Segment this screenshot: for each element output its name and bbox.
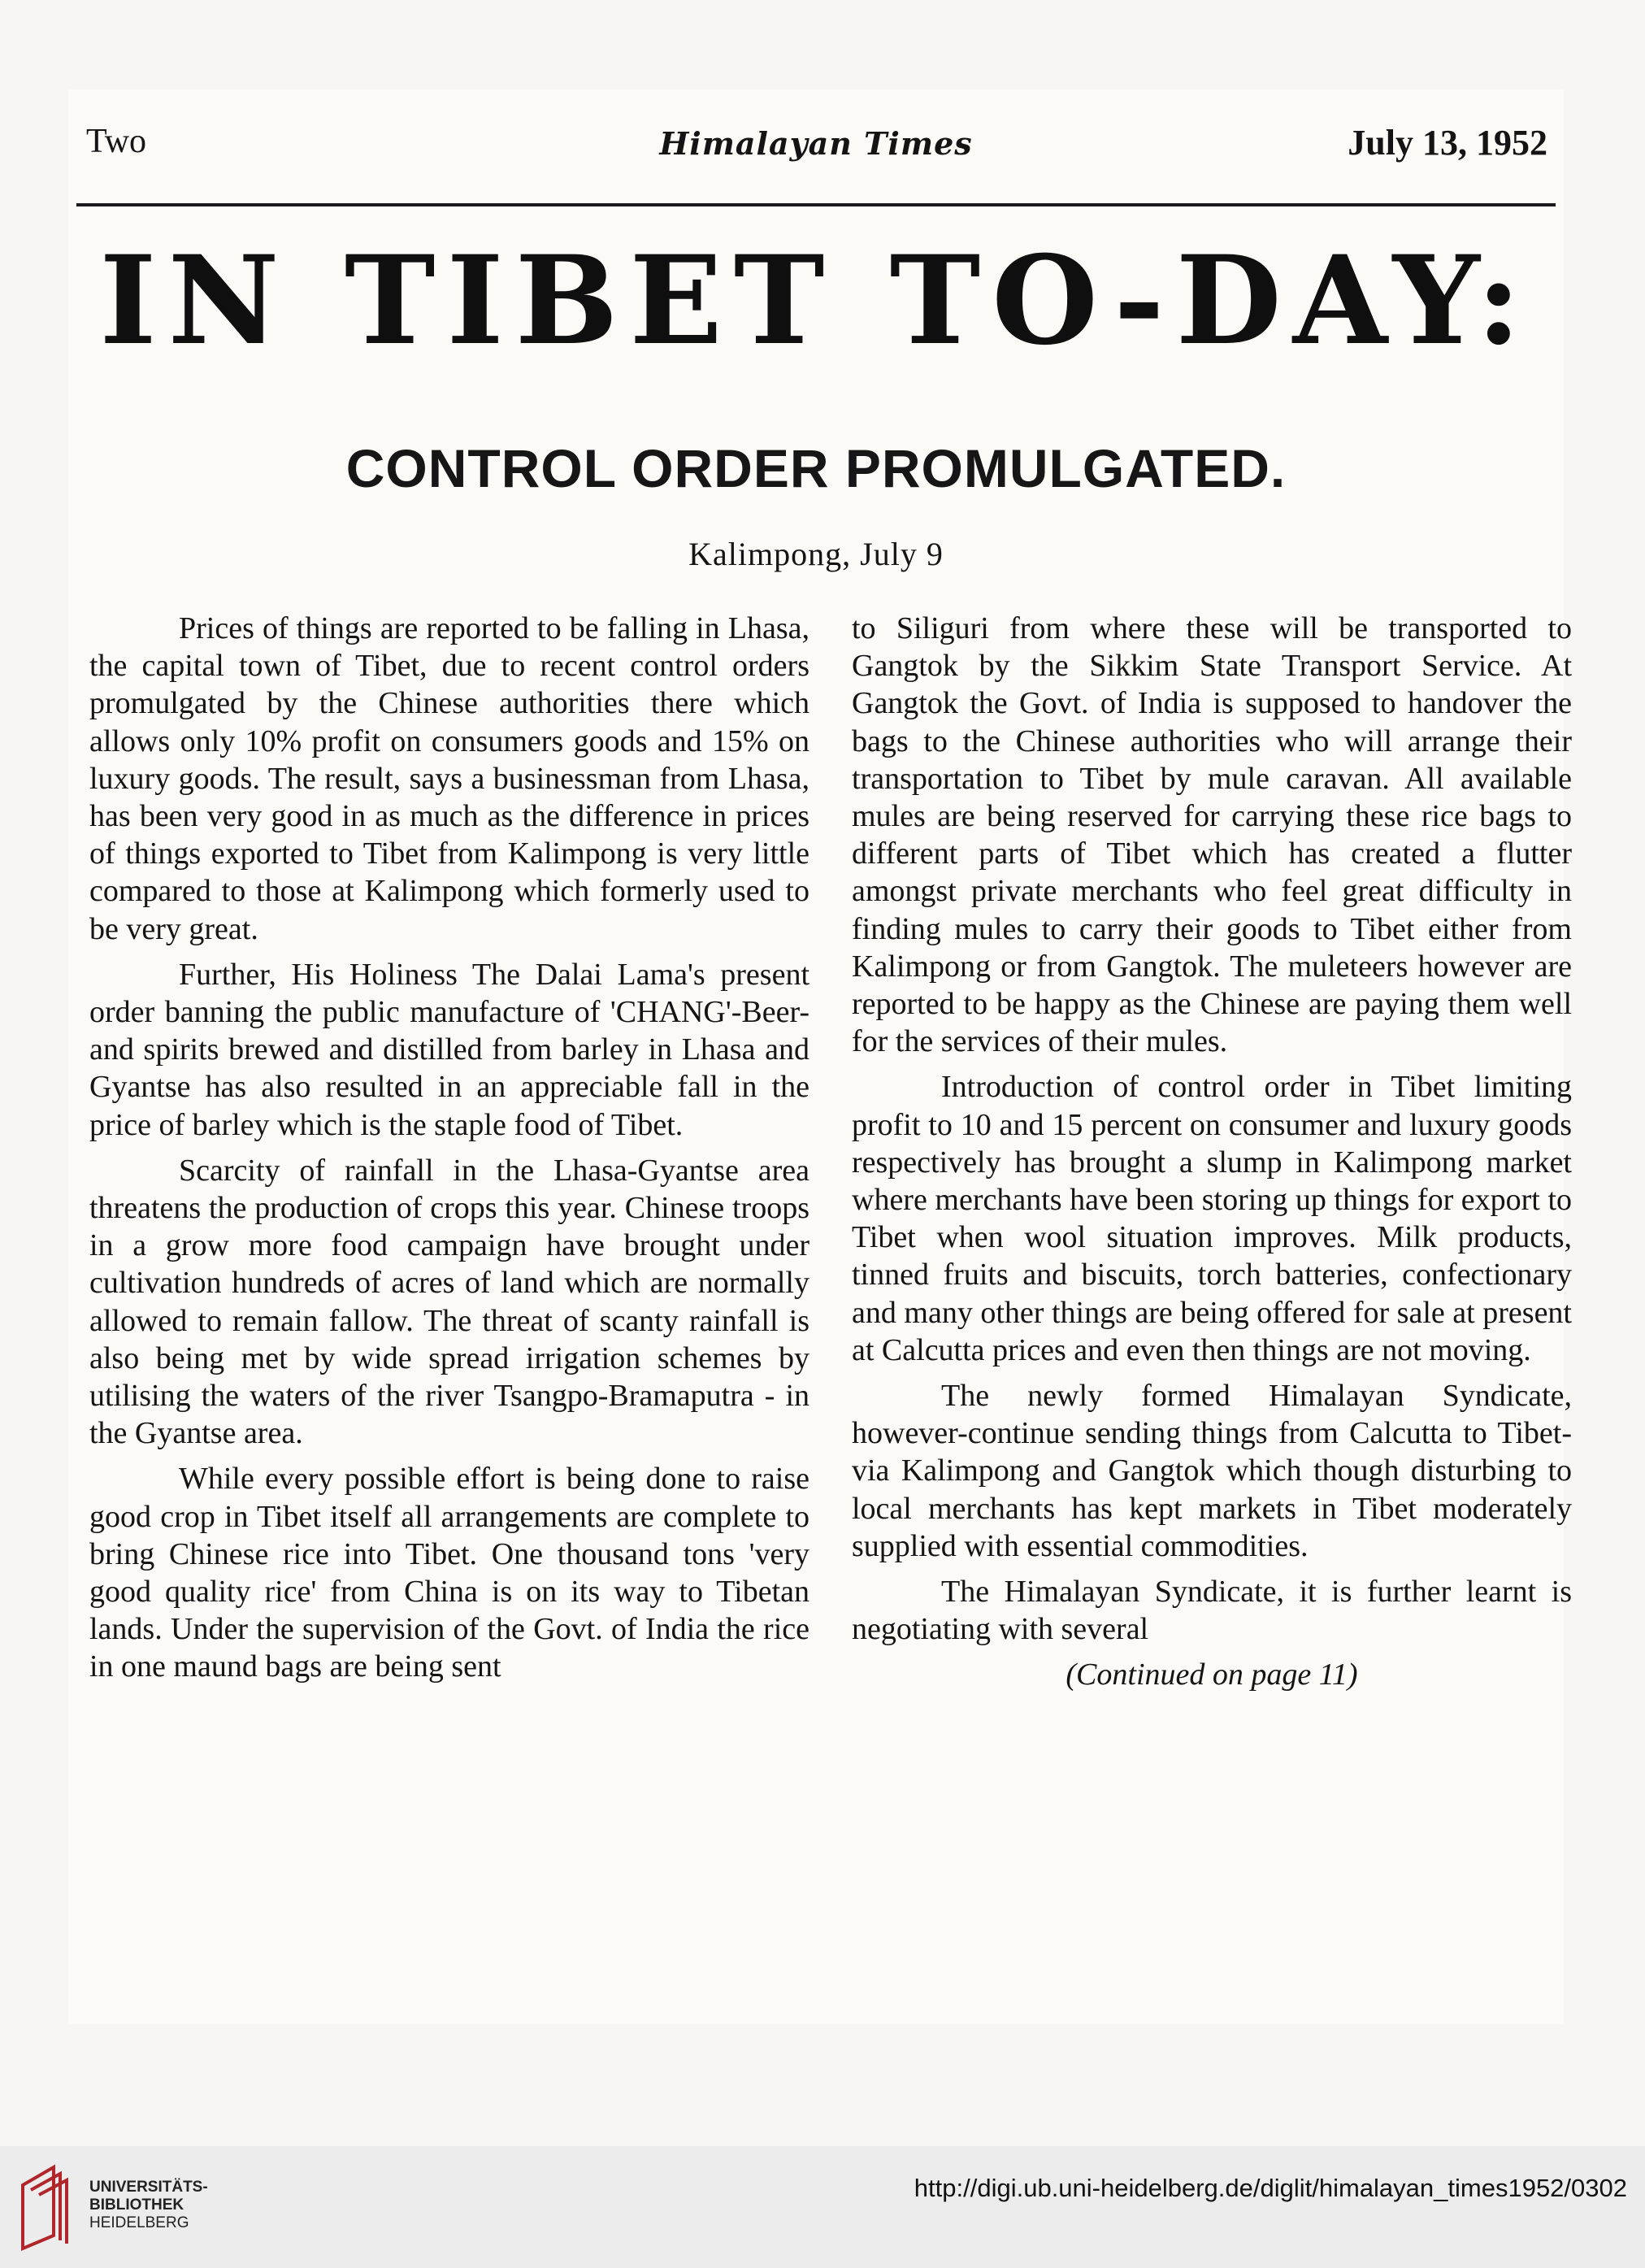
paragraph: Introduction of control order in Tibet limiting profit to 10 and 15 percent on consumer and luxury goods respectively has brought a slump in Kalimpong market where merchants have been storing up things for export to Tibet when wool situation improves. Milk products, tinned fruits and biscuits, torch batteries, confectionary and many other things are being offered for sale at present at Calcutta prices and even then things are not moving. <box>852 1070 1572 1367</box>
right-column <box>852 610 1572 1694</box>
subheadline: CONTROL ORDER PROMULGATED. <box>345 438 1287 498</box>
library-name <box>89 2179 208 2232</box>
paragraph: Further, His Holiness The Dalai Lama's present order banning the public manufacture of 'CHANG'-Beer-and spirits brewed and distilled from barley in Lhasa and Gyantse has also resulted in an appreciable fall in the price of barley which is the staple food of Tibet. <box>89 957 809 1142</box>
paragraph: Prices of things are reported to be falling in Lhasa, the capital town of Tibet, due to recent control orders promulgated by the Chinese authorities there which allows only 10% profit on consumers goods and 15% on luxury goods. The result, says a businessman from Lhasa, has been very good in as much as the difference in prices of things exported to Tibet from Kalimpong is very little compared to those at Kalimpong which formerly used to be very great. <box>89 611 809 946</box>
dateline: Kalimpong, July 9 <box>688 536 944 572</box>
masthead: Himalayan Times <box>659 125 973 162</box>
paragraph: Scarcity of rainfall in the Lhasa-Gyantse area threatens the production of crops this year. Chinese troops in a grow more food campaign have brought under cultivation hundreds of acres of land which are normally allowed to remain fallow. The threat of scanty rainfall is also being met by wide spread irrigation schemes by utilising the waters of the river Tsangpo-Bramaputra - in the Gyantse area. <box>89 1153 809 1451</box>
page-header <box>68 122 1564 163</box>
paragraph: The Himalayan Syndicate, it is further learnt is negotiating with several <box>852 1575 1572 1647</box>
continued-note: (Continued on page 11) <box>1066 1658 1358 1692</box>
page-label: Two <box>86 123 147 160</box>
library-footer <box>0 2146 1645 2268</box>
article-body <box>89 610 1572 2130</box>
header-rule <box>76 203 1556 206</box>
library-logo-icon <box>18 2161 72 2252</box>
headline: IN TIBET TO-DAY: <box>99 229 1533 372</box>
left-column <box>89 610 809 1694</box>
library-name-line: BIBLIOTHEK <box>89 2196 184 2214</box>
paragraph: to Siliguri from where these will be transported to Gangtok by the Sikkim State Transport Service. At Gangtok the Govt. of India is supposed to handover the bags to the Chinese authorities who will arrange their transportation to Tibet by mule caravan. All available mules are being reserved for carrying these rice bags to different parts of Tibet which has created a flutter amongst private merchants who feel great difficulty in finding mules to carry their goods to Tibet either from Kalimpong or from Gangtok. The muleteers however are reported to be happy as the Chinese are paying them well for the services of their mules. <box>852 611 1572 1059</box>
source-url-link[interactable]: http://digi.ub.uni-heidelberg.de/diglit/himalayan_times1952/0302 <box>914 2174 1627 2202</box>
library-name-line: UNIVERSITÄTS- <box>89 2179 208 2196</box>
newspaper-page <box>68 89 1572 2024</box>
paragraph: The newly formed Himalayan Syndicate, however-continue sending things from Calcutta to Tibet-via Kalimpong and Gangtok which though disturbing to local merchants has kept markets in Tibet moderately supplied with essential commodities. <box>852 1379 1572 1563</box>
paragraph: While every possible effort is being done to raise good crop in Tibet itself all arrangements are complete to bring Chinese rice into Tibet. One thousand tons 'very good quality rice' from China is on its way to Tibetan lands. Under the supervision of the Govt. of India the rice in one maund bags are being sent <box>89 1462 809 1684</box>
library-name-line: HEIDELBERG <box>89 2214 189 2231</box>
issue-date: July 13, 1952 <box>1348 123 1547 163</box>
